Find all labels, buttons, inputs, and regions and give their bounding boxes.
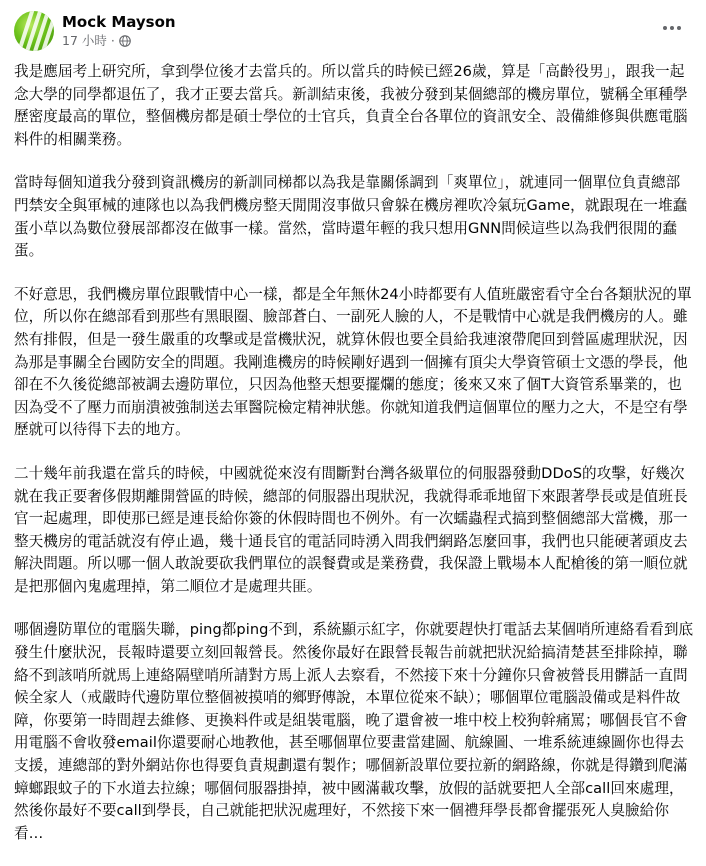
- post-paragraph-4: 二十幾年前我還在當兵的時候，中國就從來沒有間斷對台灣各級單位的伺服器發動DDoS的攻擊，好幾次就在我正要奢侈假期離開營區的時候，總部的伺服器出現狀況，我就得乖乖地留下來跟著學長或是值班長官一起處理，即使那已經是連長給你簽的休假時間也不例外。有一次蠕蟲程式搞到整個總部大當機，那一整天機房的電話就沒有停止過，幾十通長官的電話同時湧入問我們網路怎麼回事，我們也只能硬著頭皮去解決問題。所以哪一個人敢說要砍我們單位的誤餐費或是業務費，我保證上戰場本人配槍後的第一順位就是把那個內鬼處理掉，第二順位才是處理共匪。: [14, 464, 688, 595]
- post-paragraph-2: 當時每個知道我分發到資訊機房的新訓同梯都以為我是靠關係調到「爽單位」，就連同一個單位負責總部門禁安全與軍械的連隊也以為我們機房整天閒閒沒事做只會躲在機房裡吹冷氣玩Game，就跟現在一堆蠢蛋小草以為數位發展部都沒在做事一樣。當然，當時還年輕的我只想用GNN問候這些以為我們很閒的蠢蛋。: [14, 174, 688, 260]
- post-body: [14, 61, 694, 866]
- post-paragraph-1: 我是應屆考上研究所，拿到學位後才去當兵的。所以當兵的時候已經26歲，算是「高齡役男」，跟我一起念大學的同學都退伍了，我才正要去當兵。新訓結束後，我被分發到某個總部的機房單位，號稱全軍種學歷密度最高的單位，整個機房都是碩士學位的士官兵，負責全台各單位的資訊安全、設備維修與供應電腦料件的相關業務。: [14, 63, 688, 148]
- post-meta: [62, 33, 176, 49]
- post-header: [14, 11, 176, 51]
- post-timestamp[interactable]: 17 小時: [62, 33, 107, 48]
- post-paragraph-3: 不好意思，我們機房單位跟戰情中心一樣，都是全年無休24小時都要有人值班嚴密看守全台各類狀況的單位，所以你在總部看到那些有黑眼圈、臉部蒼白、一副死人臉的人，不是戰情中心就是我們機房的人。雖然有排假，但是一發生嚴重的攻擊或是當機狀況，就算休假也要全員給我連滾帶爬回到營區處理狀況，因為那是事關全台國防安全的問題。我剛進機房的時候剛好遇到一個擁有頂尖大學資管碩士文憑的學長，他卻在不久後從總部被調去邊防單位，只因為他整天想要擺爛的態度；後來又來了個T大資管系畢業的，也因為受不了壓力而崩潰被強制送去軍醫院檢定精神狀態。你就知道我們這個單位的壓力之大，不是空有學歷就可以待得下去的地方。: [14, 285, 692, 439]
- meta-separator: ·: [110, 33, 115, 48]
- more-options-icon[interactable]: [658, 14, 686, 42]
- post-paragraph-5: 哪個邊防單位的電腦失聯，ping都ping不到，系統顯示紅字，你就要趕快打電話去某個哨所連絡看看到底發生什麼狀況，長報時還要立刻回報營長。然後你最好在跟營長報告前就把狀況給搞清楚甚至排除掉，聯絡不到該哨所就馬上連絡隔壁哨所請對方馬上派人去察看，不然接下來十分鐘你只會被營長用髒話一直問候全家人（戒嚴時代邊防單位整個被摸哨的鄉野傳說，本單位從來不缺）；哪個單位電腦設備或是料件故障，你要第一時間趕去維修、更換料件或是組裝電腦，晚了還會被一堆中校上校狗幹痛罵；哪個長官不會用電腦不會收發email你還要耐心地教他，甚至哪個單位要畫當建圖、航線圖、一堆系統連線圖你也得去支援，連總部的對外網站你也得要負責規劃還有製作；哪個新設單位要拉新的網路線，你就是得鑽到爬滿蟑螂跟蚊子的下水道去拉線；哪個伺服器掛掉，被中國滿載攻擊，放假的話就要把人全部call回來處理，然後你最好不要call到學長，自己就能把狀況處理好，不然接下來一個禮拜學長都會擺張死人臭臉給你看…: [14, 621, 694, 842]
- globe-icon[interactable]: [119, 35, 131, 47]
- author-name[interactable]: Mock Mayson: [62, 13, 176, 31]
- avatar[interactable]: [14, 11, 54, 51]
